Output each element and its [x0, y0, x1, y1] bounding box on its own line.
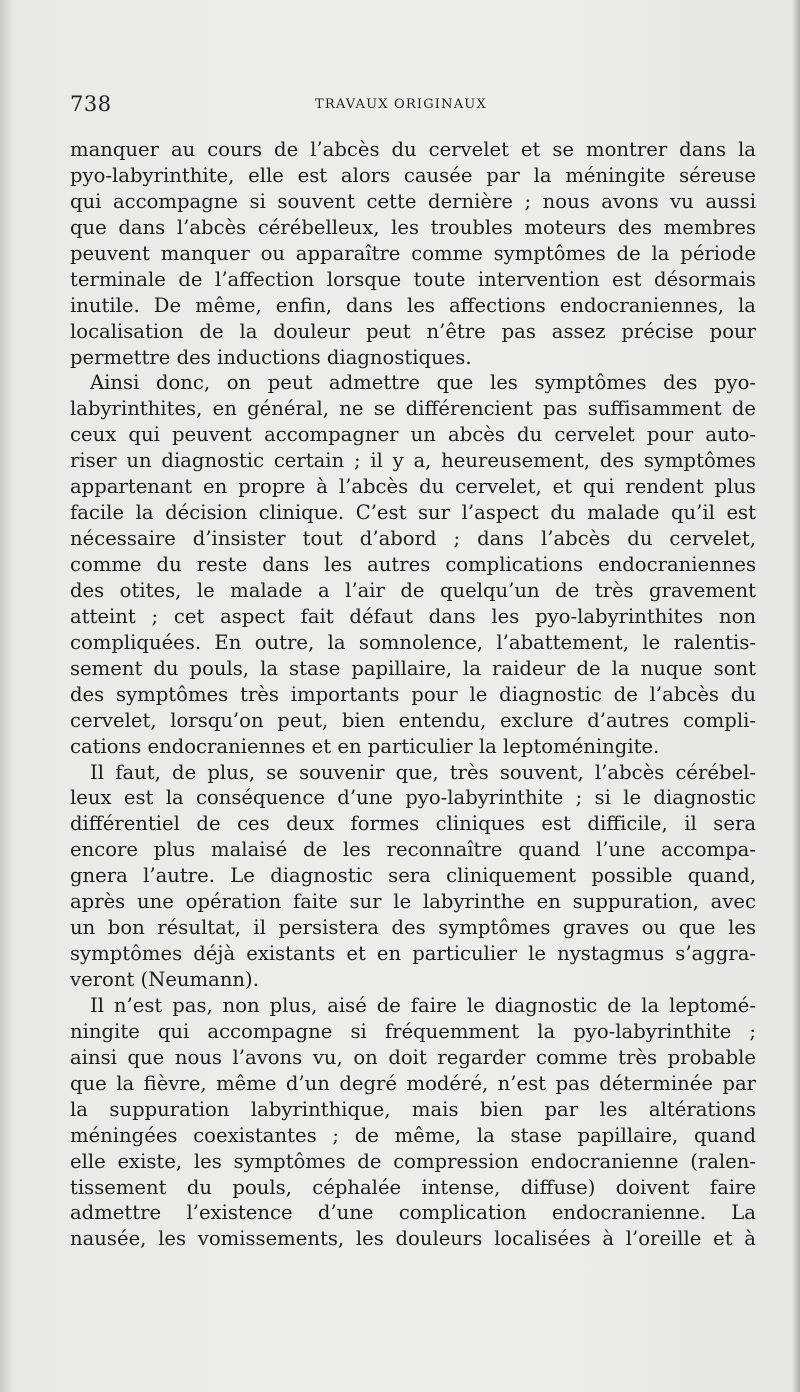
text-line: ainsi que nous l’avons vu, on doit regarder comme très probable: [70, 1045, 756, 1069]
text-line: Ainsi donc, on peut admettre que les symptômes des pyo-: [90, 371, 756, 395]
text-line: méningées coexistantes ; de même, la stase papillaire, quand: [70, 1123, 756, 1147]
text-line: symptômes déjà existants et en particulier le nystagmus s’aggra-: [70, 942, 756, 966]
text-line: différentiel de ces deux formes cliniques est difficile, il sera: [70, 812, 756, 836]
text-line: veront (Neumann).: [70, 968, 259, 991]
text-line: Il faut, de plus, se souvenir que, très souvent, l’abcès cérébel-: [90, 760, 756, 784]
text-line: tissement du pouls, céphalée intense, diffuse) doivent faire: [70, 1175, 756, 1199]
text-line: encore plus malaisé de les reconnaître quand l’une accompa-: [70, 838, 756, 862]
text-line: manquer au cours de l’abcès du cervelet et se montrer dans la: [70, 138, 756, 161]
body-text: [70, 137, 756, 1252]
text-line: nécessaire d’insister tout d’abord ; dans l’abcès du cervelet,: [70, 527, 756, 551]
text-line: un bon résultat, il persistera des symptômes graves ou que les: [70, 916, 756, 940]
page-number: 738: [70, 92, 112, 116]
running-title: TRAVAUX ORIGINAUX: [315, 97, 487, 112]
text-line: des otites, le malade a l’air de quelqu’un de très gravement: [70, 578, 756, 602]
text-line: facile la décision clinique. C’est sur l’aspect du malade qu’il est: [70, 501, 756, 525]
text-line: après une opération faite sur le labyrinthe en suppuration, avec: [70, 890, 756, 914]
text-line: appartenant en propre à l’abcès du cervelet, et qui rendent plus: [70, 475, 756, 499]
text-line: compliquées. En outre, la somnolence, l’abattement, le ralentis-: [70, 630, 756, 654]
text-line: ningite qui accompagne si fréquemment la pyo-labyrinthite ;: [70, 1019, 756, 1043]
text-line: inutile. De même, enfin, dans les affections endocraniennes, la: [70, 293, 756, 317]
text-line: gnera l’autre. Le diagnostic sera cliniquement possible quand,: [70, 864, 756, 888]
text-line: cations endocraniennes et en particulier la leptoméningite.: [70, 734, 660, 758]
text-line: admettre l’existence d’une complication endocranienne. La: [70, 1201, 756, 1225]
text-line: que la fièvre, même d’un degré modéré, n’est pas déterminée par: [70, 1071, 756, 1095]
text-line: cervelet, lorsqu’on peut, bien entendu, exclure d’autres compli-: [70, 708, 756, 732]
text-line: des symptômes très importants pour le diagnostic de l’abcès du: [70, 682, 756, 706]
page-header: [70, 92, 760, 122]
page-edge-shadow: [792, 0, 800, 1392]
text-line: que dans l’abcès cérébelleux, les troubles moteurs des membres: [70, 215, 756, 239]
text-line: peuvent manquer ou apparaître comme symptômes de la période: [70, 241, 756, 265]
text-line: localisation de la douleur peut n’être pas assez précise pour: [70, 319, 756, 343]
text-line: la suppuration labyrinthique, mais bien par les altérations: [70, 1097, 756, 1121]
text-line: riser un diagnostic certain ; il y a, heureusement, des symptômes: [70, 449, 756, 473]
text-line: atteint ; cet aspect fait défaut dans les pyo-labyrinthites non: [70, 604, 756, 628]
text-line: sement du pouls, la stase papillaire, la raideur de la nuque sont: [70, 656, 756, 680]
text-line: Il n’est pas, non plus, aisé de faire le diagnostic de la leptomé-: [90, 993, 756, 1017]
text-line: elle existe, les symptômes de compression endocranienne (ralen-: [70, 1149, 756, 1173]
text-line: ceux qui peuvent accompagner un abcès du cervelet pour auto-: [70, 423, 756, 447]
text-line: permettre des inductions diagnostiques.: [70, 345, 472, 369]
text-line: comme du reste dans les autres complications endocraniennes: [70, 553, 756, 576]
text-line: labyrinthites, en général, ne se différencient pas suffisamment de: [70, 397, 756, 421]
text-line: leux est la conséquence d’une pyo-labyrinthite ; si le diagnostic: [70, 786, 756, 810]
text-line: terminale de l’affection lorsque toute intervention est désormais: [70, 267, 756, 291]
text-line: pyo-labyrinthite, elle est alors causée par la méningite séreuse: [70, 163, 756, 187]
text-line: qui accompagne si souvent cette dernière ; nous avons vu aussi: [70, 189, 756, 213]
text-line: nausée, les vomissements, les douleurs localisées à l’oreille et à: [70, 1227, 756, 1251]
